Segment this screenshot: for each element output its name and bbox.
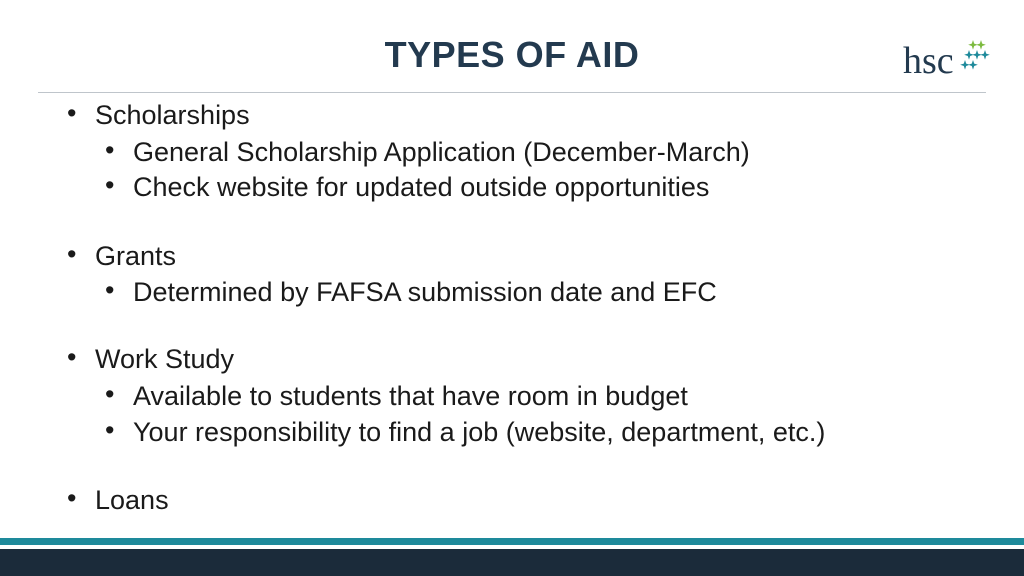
bullet-icon: •: [105, 275, 115, 305]
title-divider: [38, 92, 986, 93]
slide-title: TYPES OF AID: [384, 34, 640, 75]
list-item-text: Work Study: [95, 344, 235, 374]
list-item-text: Your responsibility to find a job (website, department, etc.): [133, 417, 826, 447]
bullet-icon: •: [67, 342, 77, 372]
footer-bar: [0, 549, 1024, 576]
list-item-check-website: [105, 170, 710, 202]
bullet-icon: •: [105, 379, 115, 409]
list-item-text: Available to students that have room in budget: [133, 381, 688, 411]
list-item-text: Loans: [95, 485, 169, 515]
accent-bar: [0, 538, 1024, 545]
bullet-icon: •: [105, 415, 115, 445]
bullet-icon: •: [105, 170, 115, 200]
list-item-scholarships: [67, 98, 250, 130]
list-item-your-responsibility: [105, 415, 826, 447]
list-item-text: Grants: [95, 241, 177, 271]
list-item-text: Determined by FAFSA submission date and EFC: [133, 277, 717, 307]
list-item-grants: [67, 239, 177, 271]
list-item-text: Check website for updated outside opportunities: [133, 172, 710, 202]
list-item-loans: [67, 483, 169, 515]
hsc-logo: [903, 38, 993, 88]
logo-stars-icon: [959, 38, 991, 74]
list-item-available-to-students: [105, 379, 688, 411]
list-item-text: Scholarships: [95, 100, 250, 130]
bullet-icon: •: [67, 239, 77, 269]
bullet-icon: •: [105, 135, 115, 165]
list-item-general-scholarship: [105, 135, 750, 167]
list-item-determined-by-fafsa: [105, 275, 717, 307]
list-item-text: General Scholarship Application (December-March): [133, 137, 750, 167]
logo-text: hsc: [903, 40, 954, 82]
bullet-icon: •: [67, 98, 77, 128]
bullet-icon: •: [67, 483, 77, 513]
list-item-work-study: [67, 342, 235, 374]
